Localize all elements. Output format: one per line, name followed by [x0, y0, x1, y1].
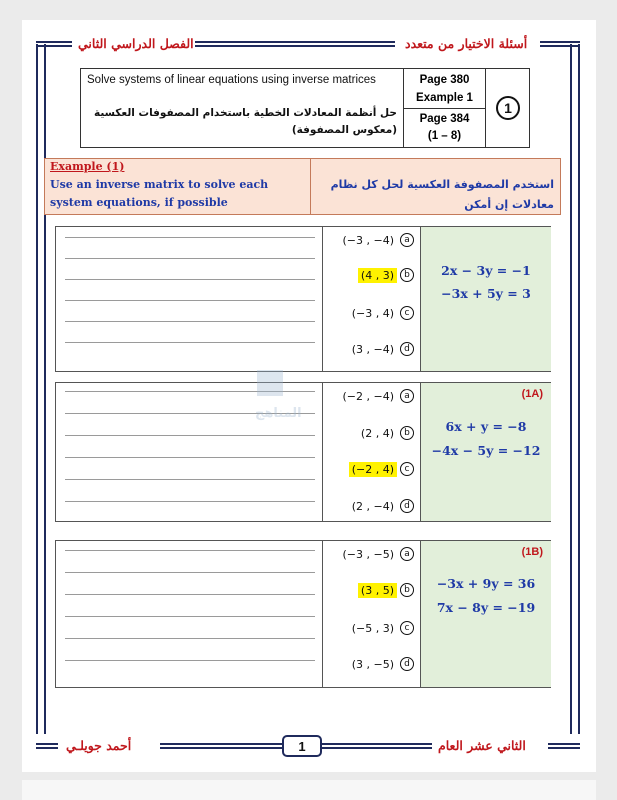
footer-grade: الثاني عشر العام: [438, 738, 526, 753]
choice-value: (−3 , 4): [351, 306, 394, 320]
choice-letter-circle: d: [400, 499, 414, 513]
header-rule-middle: [195, 41, 395, 47]
work-line: [65, 237, 315, 238]
choice-value: (−3 , −5): [342, 547, 394, 561]
work-line: [65, 258, 315, 259]
choice-letter-circle: c: [400, 306, 414, 320]
choice-letter-circle: b: [400, 426, 414, 440]
header-right-title: أسئلة الاختيار من متعدد: [405, 36, 528, 51]
lesson-title-cell: [81, 69, 404, 147]
choice-value: (−3 , −4): [342, 233, 394, 247]
next-page-edge: [22, 780, 596, 800]
choice-b[interactable]: [358, 423, 414, 443]
page-exercises: Page 384: [419, 113, 470, 125]
footer-author: أحمد جويلـي: [66, 738, 132, 753]
choice-d[interactable]: [349, 496, 414, 516]
choice-value: (2 , 4): [360, 426, 394, 440]
choice-letter-circle: c: [400, 462, 414, 476]
lesson-title-ar: حل أنظمة المعادلات الخطية باستخدام المصفوفات العكسية (معكوس المصفوفة): [93, 107, 397, 136]
work-line: [65, 550, 315, 551]
work-line: [65, 616, 315, 617]
equations-cell: [421, 541, 551, 687]
work-line: [65, 457, 315, 458]
example-english-cell: [45, 159, 311, 214]
equation-1: 2x − 3y = −1: [441, 263, 531, 278]
footer-rule-right: [548, 743, 580, 749]
choice-c[interactable]: [349, 618, 414, 638]
page-number: 1: [282, 735, 322, 757]
example-instruction-en: Use an inverse matrix to solve each system equations, if possible: [50, 178, 269, 209]
page-reference-cell: [404, 69, 486, 147]
choice-value: (−5 , 3): [351, 621, 394, 635]
choice-c[interactable]: [349, 459, 414, 479]
choice-a[interactable]: [339, 230, 414, 250]
watermark-logo: [255, 370, 365, 430]
example-banner: [44, 158, 561, 215]
choice-letter-circle: a: [400, 389, 414, 403]
choice-letter-circle: a: [400, 233, 414, 247]
choice-value: (3 , −5): [351, 657, 394, 671]
work-line: [65, 594, 315, 595]
choice-letter-circle: c: [400, 621, 414, 635]
choice-d[interactable]: [349, 654, 414, 674]
choice-d[interactable]: [349, 339, 414, 359]
choice-b[interactable]: [358, 265, 414, 285]
header-rule-right: [540, 41, 580, 47]
page-ref: Page 380: [419, 74, 470, 86]
choice-value-highlighted: (3 , 5): [358, 583, 397, 598]
example-ref: Example 1: [416, 92, 473, 104]
choice-letter-circle: b: [400, 268, 414, 282]
equations-cell: [421, 227, 551, 371]
answer-work-area: [56, 541, 323, 687]
choice-value-highlighted: (4 , 3): [358, 268, 397, 283]
equations-cell: [421, 383, 551, 521]
equation-2: −4x − 5y = −12: [431, 443, 541, 458]
choice-value-highlighted: (−2 , 4): [349, 462, 397, 477]
work-line: [65, 435, 315, 436]
lesson-title-en: Solve systems of linear equations using inverse matrices: [87, 74, 376, 86]
frame-right-border: [570, 44, 580, 734]
watermark-text: المناهج: [255, 406, 302, 421]
header-left-title: الفصل الدراسي الثاني: [78, 36, 194, 51]
choices-column: [323, 541, 421, 687]
choice-letter-circle: d: [400, 342, 414, 356]
footer-rule-mid-right: [322, 743, 432, 749]
equation-2: 7x − 8y = −19: [436, 600, 536, 615]
choice-c[interactable]: [349, 303, 414, 323]
header-rule-left: [36, 41, 72, 47]
choice-letter-circle: b: [400, 583, 414, 597]
watermark-square-icon: [257, 370, 283, 396]
lesson-title-table: [80, 68, 530, 148]
equation-1: −3x + 9y = 36: [436, 576, 536, 591]
answer-work-area: [56, 227, 323, 371]
work-line: [65, 638, 315, 639]
choice-value: (2 , −4): [351, 499, 394, 513]
question-label: (1A): [521, 388, 543, 400]
choice-value: (−2 , −4): [342, 389, 394, 403]
example-instruction-ar: استخدم المصفوفة العكسية لحل كل نظام معادلات إن أمكن: [330, 178, 554, 211]
work-line: [65, 660, 315, 661]
choice-letter-circle: a: [400, 547, 414, 561]
work-line: [65, 321, 315, 322]
work-line: [65, 572, 315, 573]
frame-left-border: [36, 44, 46, 734]
work-line: [65, 342, 315, 343]
equation-2: −3x + 5y = 3: [441, 286, 531, 301]
question-label: (1B): [521, 546, 543, 558]
choice-value: (3 , −4): [351, 342, 394, 356]
work-line: [65, 479, 315, 480]
footer-rule-left: [36, 743, 58, 749]
choices-column: [323, 227, 421, 371]
choice-letter-circle: d: [400, 657, 414, 671]
exercise-range: (1 – 8): [427, 130, 462, 142]
page-reference-bottom: [404, 109, 485, 147]
example-label: Example (1): [50, 160, 125, 173]
choice-b[interactable]: [358, 580, 414, 600]
question-block-1b: [55, 540, 551, 688]
lesson-number-cell: [486, 69, 530, 147]
page-reference-top: [404, 69, 485, 109]
question-block-1: [55, 226, 551, 372]
work-line: [65, 300, 315, 301]
equation-1: 6x + y = −8: [445, 419, 527, 434]
lesson-number-badge: 1: [496, 96, 520, 120]
footer-rule-mid-left: [160, 743, 282, 749]
choice-a[interactable]: [339, 544, 414, 564]
work-line: [65, 501, 315, 502]
work-line: [65, 279, 315, 280]
